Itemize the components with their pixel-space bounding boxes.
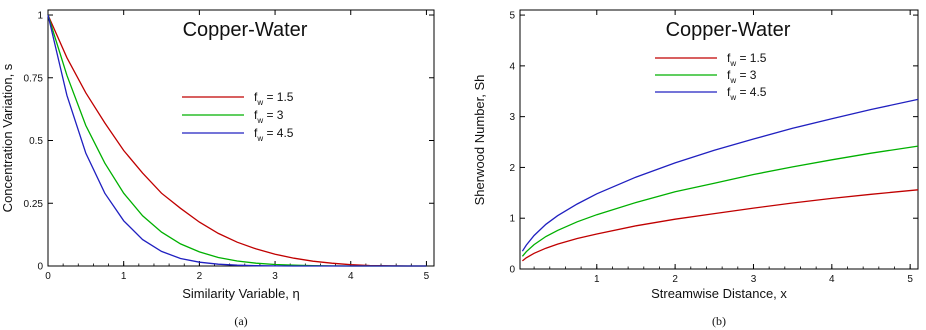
- y-tick-label: 1: [37, 10, 43, 22]
- series-line-1: [522, 190, 918, 261]
- legend-item-1: [655, 51, 767, 68]
- x-tick-label: 1: [120, 271, 127, 282]
- legend-label: $f_w = 3$: [254, 108, 284, 125]
- x-tick-label: 3: [272, 271, 278, 282]
- series-group: [522, 99, 918, 261]
- x-tick-label: 0: [45, 271, 51, 282]
- x-tick-label: 2: [196, 271, 203, 282]
- y-tick-label: 5: [509, 10, 515, 22]
- axis-ticks: [509, 10, 918, 285]
- chart-panel-a: [0, 10, 434, 328]
- y-tick-label: 0.25: [23, 198, 43, 210]
- chart-title: Copper-Water: [665, 19, 791, 41]
- legend-item-1: [182, 90, 294, 107]
- x-tick-label: 4: [347, 271, 354, 282]
- series-group: [48, 15, 426, 266]
- legend-label: $f_w = 1.5$: [727, 51, 767, 68]
- y-tick-label: 0: [509, 264, 515, 276]
- chart-title: Copper-Water: [182, 19, 308, 41]
- y-tick-label: 0: [37, 261, 43, 273]
- y-tick-label: 1: [509, 213, 515, 225]
- y-tick-label: 4: [509, 61, 515, 73]
- legend-label: $f_w = 1.5$: [254, 90, 294, 107]
- legend-item-2: [655, 68, 757, 85]
- y-tick-label: 2: [509, 162, 515, 174]
- y-axis-label: Concentration Variation, s: [0, 63, 15, 213]
- x-tick-label: 1: [593, 274, 600, 285]
- x-axis-label: Streamwise Distance, x: [651, 286, 787, 301]
- legend: [182, 90, 294, 143]
- y-tick-label: 0.75: [23, 73, 43, 85]
- series-line-2: [48, 15, 426, 266]
- legend-label: $f_w = 3$: [727, 68, 757, 85]
- x-axis-label: Similarity Variable, η: [182, 286, 300, 301]
- legend-label: $f_w = 4.5$: [727, 85, 767, 102]
- legend-item-3: [182, 126, 294, 143]
- legend: [655, 51, 767, 102]
- x-tick-label: 5: [907, 274, 913, 285]
- x-tick-label: 3: [750, 274, 757, 285]
- x-tick-label: 4: [829, 274, 835, 285]
- chart-panel-b: [472, 10, 918, 328]
- series-line-1: [48, 15, 426, 266]
- series-line-3: [522, 99, 918, 251]
- y-tick-label: 3: [509, 112, 515, 124]
- axis-ticks: [24, 10, 434, 282]
- x-tick-label: 2: [672, 274, 678, 285]
- legend-item-3: [655, 85, 767, 102]
- legend-label: $f_w = 4.5$: [254, 126, 294, 143]
- y-tick-label: 0.5: [29, 136, 43, 148]
- legend-item-2: [182, 108, 284, 125]
- panel-caption: (a): [234, 314, 248, 328]
- panel-caption: (b): [712, 314, 726, 328]
- x-tick-label: 5: [423, 271, 430, 282]
- plot-frame: [520, 10, 918, 269]
- y-axis-label: Sherwood Number, Sh: [472, 74, 487, 206]
- series-line-3: [48, 15, 426, 266]
- plot-frame: [48, 10, 434, 266]
